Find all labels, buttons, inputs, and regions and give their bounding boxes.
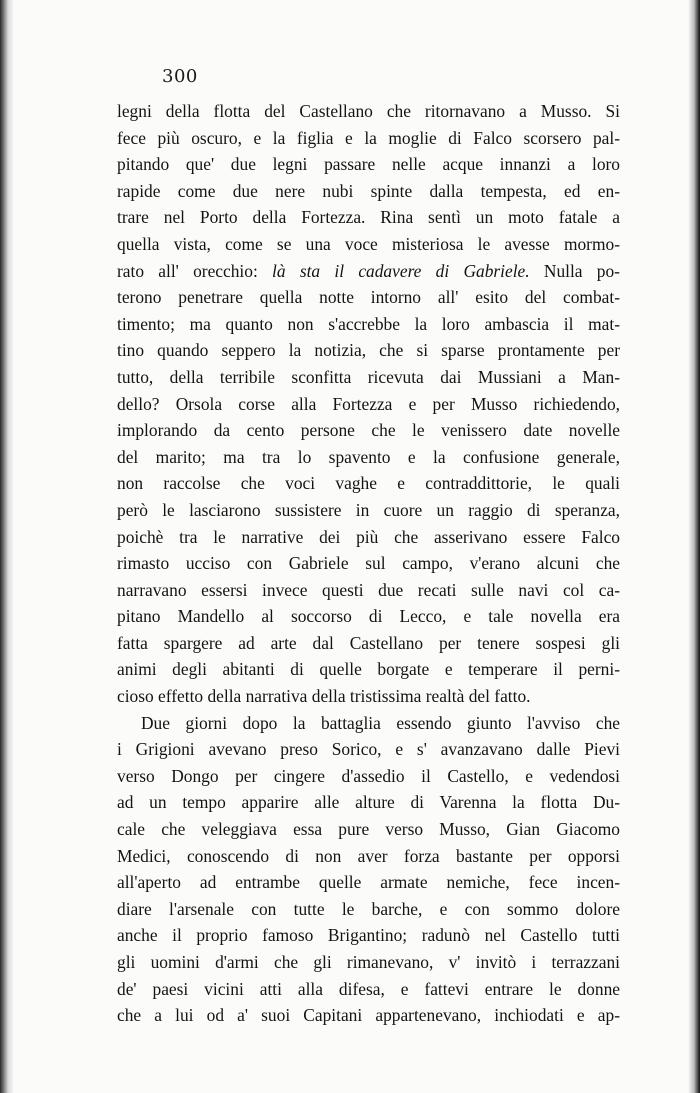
text-line: pitano Mandello al soccorso di Lecco, e tale novella era xyxy=(117,606,620,627)
body-text xyxy=(117,98,620,1029)
text-line: trare nel Porto della Fortezza. Rina sentì un moto fatale a xyxy=(117,207,620,228)
text-line: timento; ma quanto non s'accrebbe la loro ambascia il mat- xyxy=(117,313,620,334)
text-line: cioso effetto della narrativa della tristissima realtà del fatto. xyxy=(117,686,531,707)
text-line: legni della flotta del Castellano che ritornavano a Musso. Si xyxy=(117,101,620,121)
text-line: animi degli abitanti di quelle borgate e temperare il perni- xyxy=(117,659,620,680)
text-line: tutto, della terribile sconfitta ricevuta dai Mussiani a Man- xyxy=(117,366,620,387)
text-line: all'aperto ad entrambe quelle armate nemiche, fece incen- xyxy=(117,872,620,893)
text-line: poichè tra le narrative dei più che asserivano essere Falco xyxy=(117,526,620,547)
page-number: 300 xyxy=(162,66,198,87)
text-line: quella vista, come se una voce misteriosa le avesse mormo- xyxy=(117,233,620,254)
text-line: rapide come due nere nubi spinte dalla tempesta, ed en- xyxy=(117,180,620,201)
text-line: verso Dongo per cingere d'assedio il Castello, e vedendosi xyxy=(117,765,620,786)
text-line: rimasto ucciso con Gabriele sul campo, v'erano alcuni che xyxy=(117,553,620,574)
text-segment: rato all' orecchio: xyxy=(117,260,258,281)
page-left-shadow xyxy=(0,0,14,1093)
text-line: Medici, conoscendo di non aver forza bastante per opporsi xyxy=(117,845,620,866)
page-right-shadow xyxy=(688,0,700,1093)
text-line: ad un tempo apparire alle alture di Varenna la flotta Du- xyxy=(117,792,620,813)
text-line: implorando da cento persone che le venissero date novelle xyxy=(117,420,620,441)
text-line: fece più oscuro, e la figlia e la moglie di Falco scorsero pal- xyxy=(117,127,620,148)
text-segment: Nulla po- xyxy=(543,260,620,281)
text-line: dello? Orsola corse alla Fortezza e per Musso richiedendo, xyxy=(117,393,620,414)
text-line: fatta spargere ad arte dal Castellano per tenere sospesi gli xyxy=(117,632,620,653)
text-line: non raccolse che voci vaghe e contraddittorie, le quali xyxy=(117,473,620,494)
text-line: terono penetrare quella notte intorno all' esito del combat- xyxy=(117,287,620,308)
text-line: Due giorni dopo la battaglia essendo giunto l'avviso che xyxy=(141,712,620,733)
text-line: diare l'arsenale con tutte le barche, e con sommo dolore xyxy=(117,898,620,919)
text-line: de' paesi vicini atti alla difesa, e fattevi entrare le donne xyxy=(117,978,620,999)
italic-quote: là sta il cadavere di Gabriele. xyxy=(272,260,530,281)
text-line: però le lasciarono sussistere in cuore un raggio di speranza, xyxy=(117,499,620,520)
text-line: gli uomini d'armi che gli rimanevano, v' invitò i terrazzani xyxy=(117,952,620,972)
paragraph-2 xyxy=(117,710,620,1029)
text-line: narravano essersi invece questi due recati sulle navi col ca- xyxy=(117,579,620,600)
text-line: pitando que' due legni passare nelle acque innanzi a loro xyxy=(117,154,620,175)
text-line: che a lui od a' suoi Capitani appartenevano, inchiodati e ap- xyxy=(117,1005,620,1026)
text-line: i Grigioni avevano preso Sorico, e s' avanzavano dalle Pievi xyxy=(117,739,620,760)
text-line: cale che veleggiava essa pure verso Musso, Gian Giacomo xyxy=(117,819,620,840)
paragraph-1 xyxy=(117,98,620,710)
text-line: tino quando seppero la notizia, che si sparse prontamente per xyxy=(117,340,620,361)
text-line-with-italic xyxy=(117,258,620,285)
text-line: del marito; ma tra lo spavento e la confusione generale, xyxy=(117,446,620,467)
text-line: anche il proprio famoso Brigantino; radunò nel Castello tutti xyxy=(117,925,620,946)
